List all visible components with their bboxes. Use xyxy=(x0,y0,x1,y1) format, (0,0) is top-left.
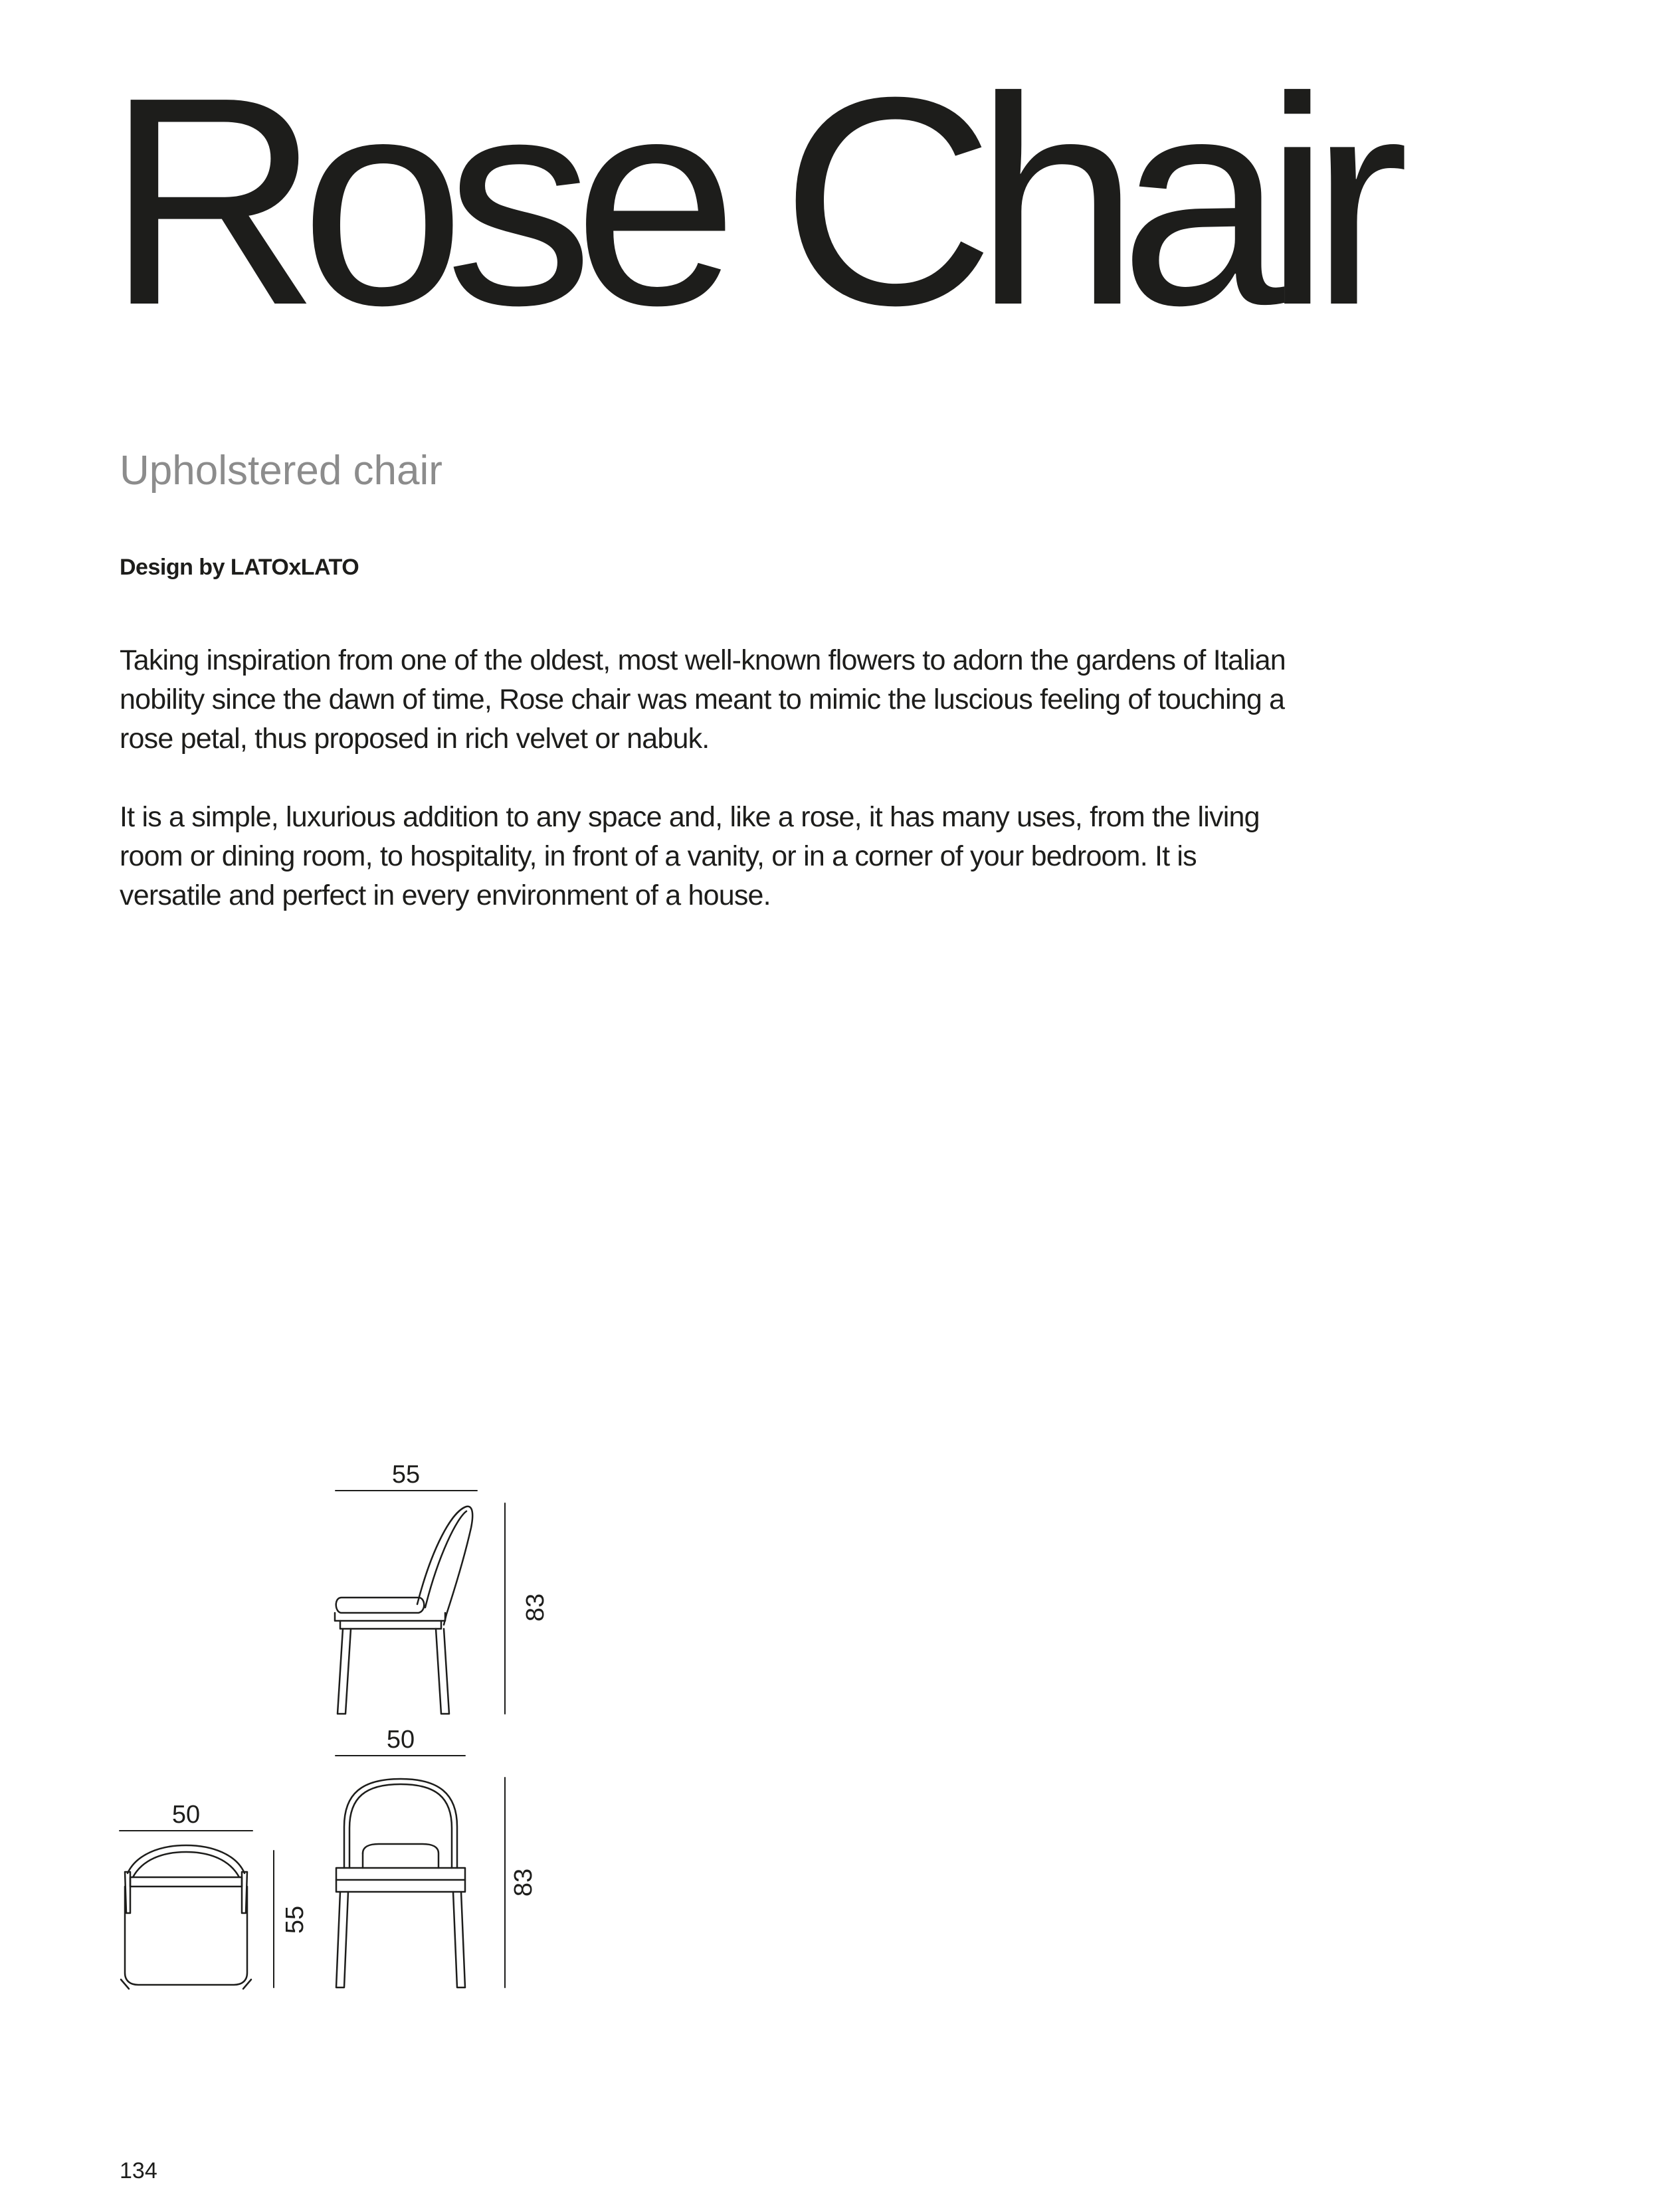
description-paragraph-1: Taking inspiration from one of the oldest, most well-known flowers to adorn the gardens of Italian nobility since the dawn of time, Rose chair was meant to mimic the luscious feeling of touching a rose petal, thus proposed in rich velvet or nabuk. xyxy=(120,644,1286,755)
designer-credit: Design by LATOxLATO xyxy=(120,555,359,580)
product-title: Rose Chair xyxy=(106,35,1389,367)
description-paragraph-2: It is a simple, luxurious addition to any space and, like a rose, it has many uses, from the living room or dining room, to hospitality, in front of a vanity, or in a corner of your bedroom. It is versatile and perfect in every environment of a house. xyxy=(120,801,1260,911)
product-subtitle: Upholstered chair xyxy=(120,448,442,494)
top-view-drawing xyxy=(120,1831,274,1989)
top-depth-label: 55 xyxy=(281,1905,309,1934)
side-view-drawing xyxy=(335,1491,505,1714)
page-number: 134 xyxy=(120,2158,157,2183)
top-width-label: 50 xyxy=(171,1801,201,1829)
front-width-label: 50 xyxy=(386,1726,415,1754)
front-height-label: 83 xyxy=(510,1868,537,1897)
side-height-label: 83 xyxy=(522,1593,549,1622)
front-view-drawing xyxy=(336,1756,505,1987)
side-width-label: 55 xyxy=(391,1461,421,1489)
